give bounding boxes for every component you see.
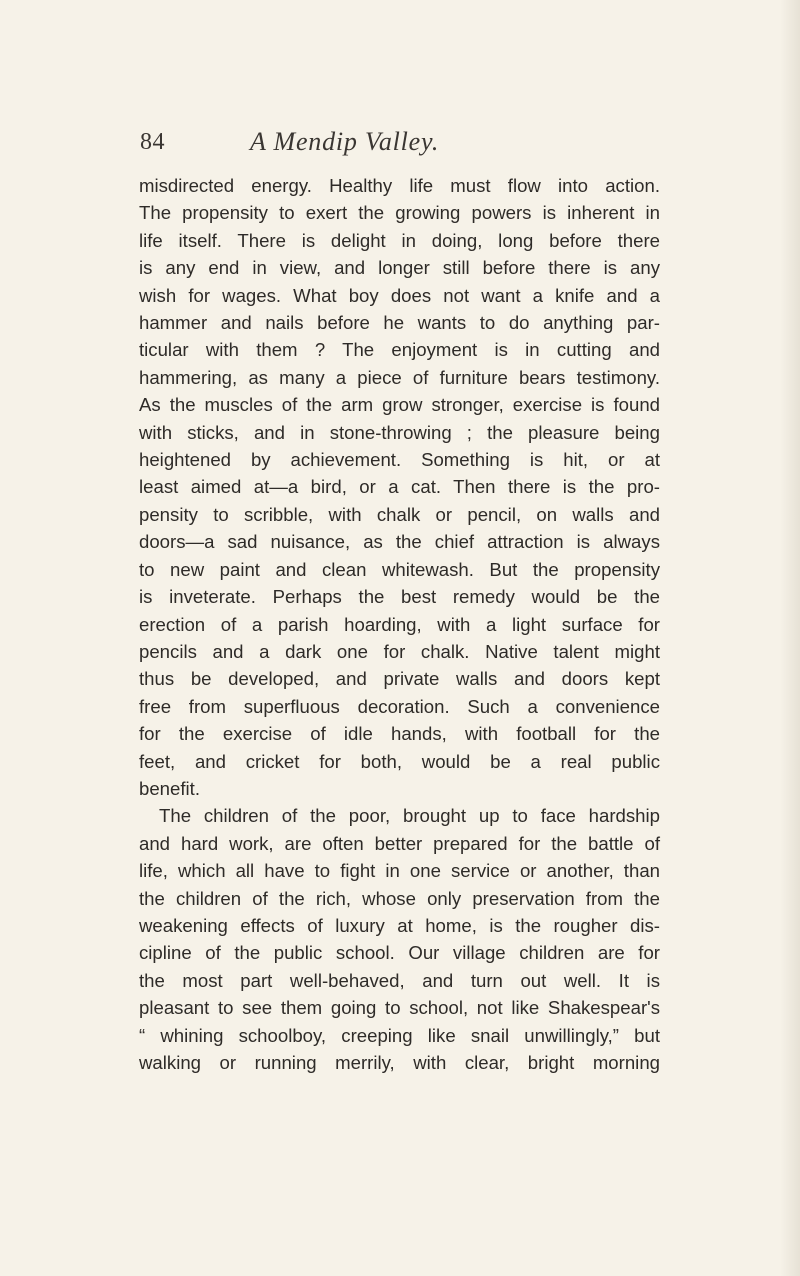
text-line: doors—a sad nuisance, as the chief attraction is always xyxy=(139,531,660,553)
text-line: As the muscles of the arm grow stronger, exercise is found xyxy=(139,394,660,416)
text-line: the most part well-behaved, and turn out well. It is xyxy=(139,969,660,991)
text-line: is any end in view, and longer still before there is any xyxy=(139,257,660,279)
paragraph-first-line: The children of the poor, brought up to face hardship xyxy=(159,805,660,827)
page-header xyxy=(140,125,660,165)
text-line: hammering, as many a piece of furniture bears testimony. xyxy=(139,366,660,388)
text-line: pensity to scribble, with chalk or pencil, on walls and xyxy=(139,503,660,525)
text-line: walking or running merrily, with clear, bright morning xyxy=(139,1052,660,1073)
text-line: to new paint and clean whitewash. But the propensity xyxy=(139,558,660,580)
text-line: weakening effects of luxury at home, is the rougher dis- xyxy=(139,914,660,936)
text-line: ticular with them ? The enjoyment is in cutting and xyxy=(139,339,660,361)
text-line: wish for wages. What boy does not want a knife and a xyxy=(139,284,660,306)
text-line: free from superfluous decoration. Such a convenience xyxy=(139,695,660,717)
text-line: life itself. There is delight in doing, long before there xyxy=(139,229,660,251)
text-line: the children of the rich, whose only preservation from the xyxy=(139,887,660,909)
text-line: feet, and cricket for both, would be a real public xyxy=(139,750,660,772)
text-line: The propensity to exert the growing powers is inherent in xyxy=(139,202,660,224)
text-line: hammer and nails before he wants to do anything par- xyxy=(139,312,660,334)
text-line: and hard work, are often better prepared for the battle of xyxy=(139,832,660,854)
page-number: 84 xyxy=(140,129,165,155)
text-line: is inveterate. Perhaps the best remedy would be the xyxy=(139,586,660,608)
paragraph-last-line: benefit. xyxy=(139,777,200,799)
text-line: erection of a parish hoarding, with a light surface for xyxy=(139,613,660,635)
text-line: misdirected energy. Healthy life must flow into action. xyxy=(139,175,660,196)
body-text xyxy=(139,172,660,1076)
text-line: pleasant to see them going to school, not like Shakespear's xyxy=(139,997,660,1019)
text-line: life, which all have to fight in one service or another, than xyxy=(139,860,660,882)
running-head-title: A Mendip Valley. xyxy=(250,127,440,156)
text-line: for the exercise of idle hands, with football for the xyxy=(139,723,660,745)
text-line: cipline of the public school. Our village children are for xyxy=(139,942,660,964)
text-line: pencils and a dark one for chalk. Native talent might xyxy=(139,640,660,662)
text-line: with sticks, and in stone-throwing ; the pleasure being xyxy=(139,421,660,443)
text-line: “ whining schoolboy, creeping like snail unwillingly,” but xyxy=(139,1024,660,1046)
text-line: thus be developed, and private walls and doors kept xyxy=(139,668,660,690)
text-line: heightened by achievement. Something is hit, or at xyxy=(139,449,660,471)
text-line: least aimed at—a bird, or a cat. Then there is the pro- xyxy=(139,476,660,498)
